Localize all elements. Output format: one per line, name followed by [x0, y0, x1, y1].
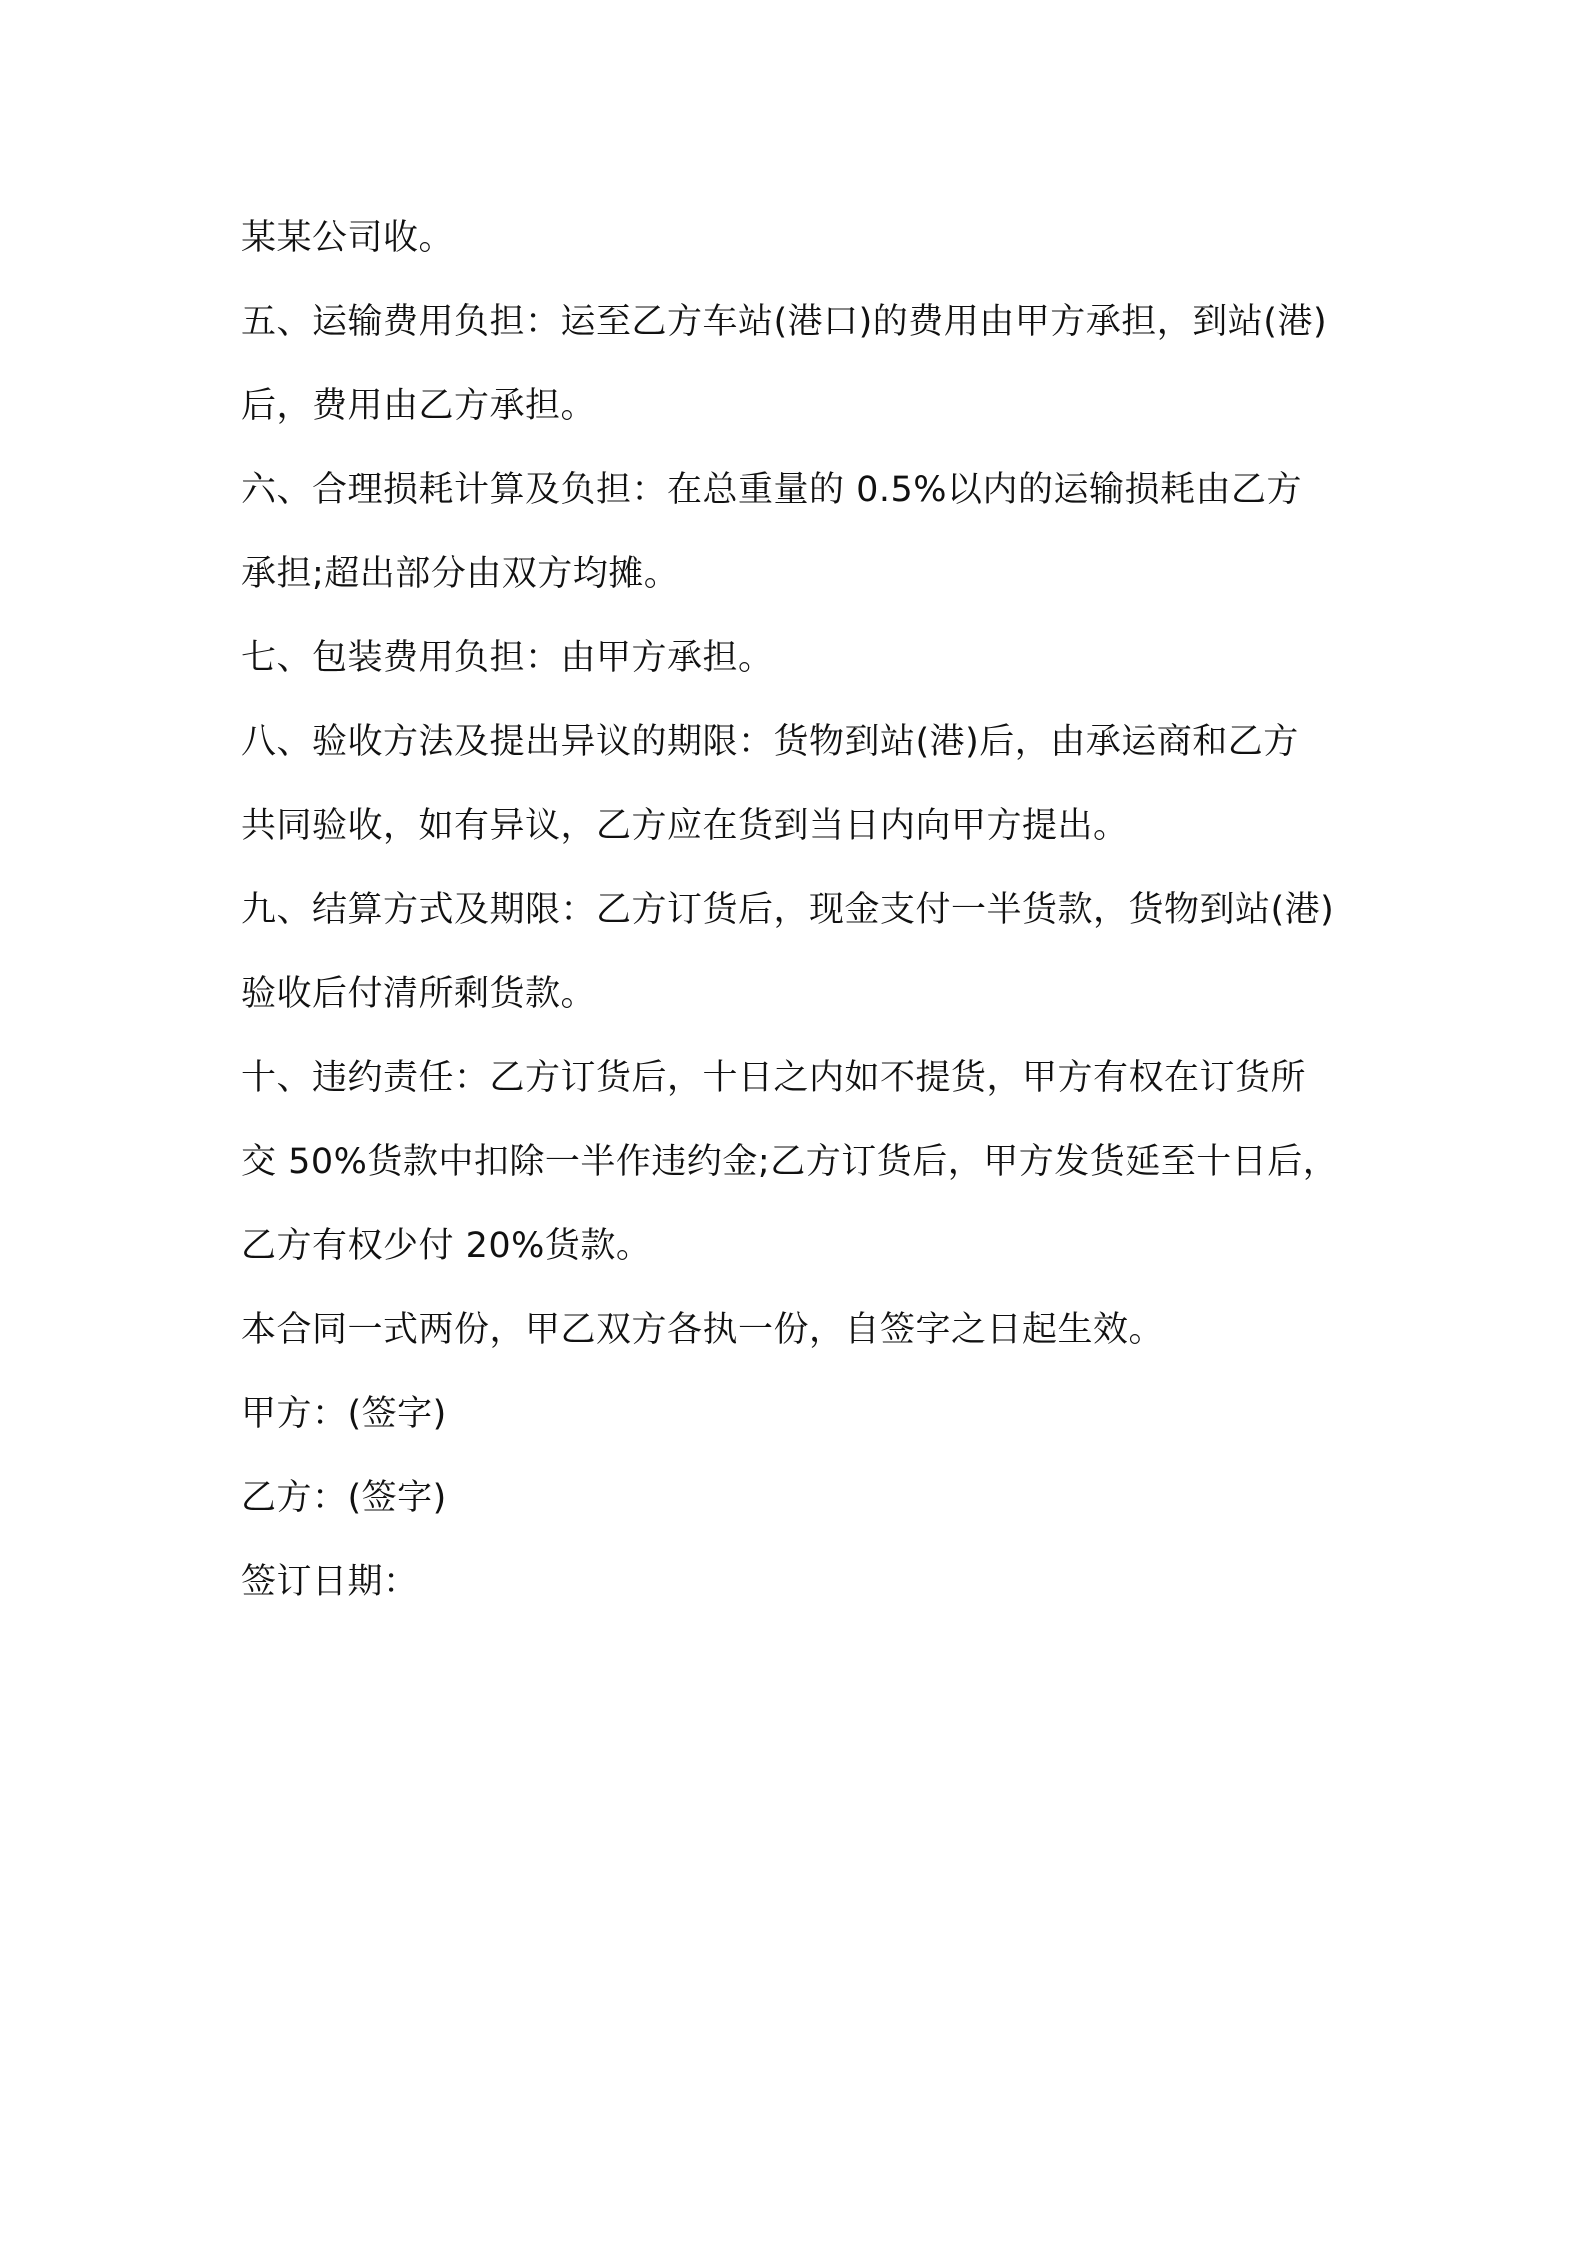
clause-5-transport-cost: 五、运输费用负担：运至乙方车站(港口)的费用由甲方承担，到站(港) — [241, 302, 1328, 342]
clause-10-liability-cont-2: 乙方有权少付 20%货款。 — [241, 1226, 652, 1266]
clause-7-packaging: 七、包装费用负担：由甲方承担。 — [241, 638, 774, 678]
party-b-signature: 乙方：(签字) — [241, 1478, 447, 1518]
signing-date: 签订日期： — [241, 1562, 419, 1602]
clause-10-liability-cont-1: 交 50%货款中扣除一半作违约金;乙方订货后，甲方发货延至十日后， — [241, 1142, 1339, 1182]
clause-9-settlement: 九、结算方式及期限：乙方订货后，现金支付一半货款，货物到站(港) — [241, 890, 1335, 930]
clause-6-loss-cont: 承担;超出部分由双方均摊。 — [241, 554, 680, 594]
document-body — [241, 196, 1381, 1624]
clause-5-transport-cost-cont: 后，费用由乙方承担。 — [241, 386, 597, 426]
contract-copies-statement: 本合同一式两份，甲乙双方各执一份，自签字之日起生效。 — [241, 1310, 1165, 1350]
party-a-signature: 甲方：(签字) — [241, 1394, 447, 1434]
clause-10-liability: 十、违约责任：乙方订货后，十日之内如不提货，甲方有权在订货所 — [241, 1058, 1307, 1098]
clause-8-inspection: 八、验收方法及提出异议的期限：货物到站(港)后，由承运商和乙方 — [241, 722, 1299, 762]
clause-9-settlement-cont: 验收后付清所剩货款。 — [241, 974, 597, 1014]
clause-8-inspection-cont: 共同验收，如有异议，乙方应在货到当日内向甲方提出。 — [241, 806, 1129, 846]
text-line-acceptance-party: 某某公司收。 — [241, 218, 455, 258]
clause-6-loss: 六、合理损耗计算及负担：在总重量的 0.5%以内的运输损耗由乙方 — [241, 470, 1303, 510]
